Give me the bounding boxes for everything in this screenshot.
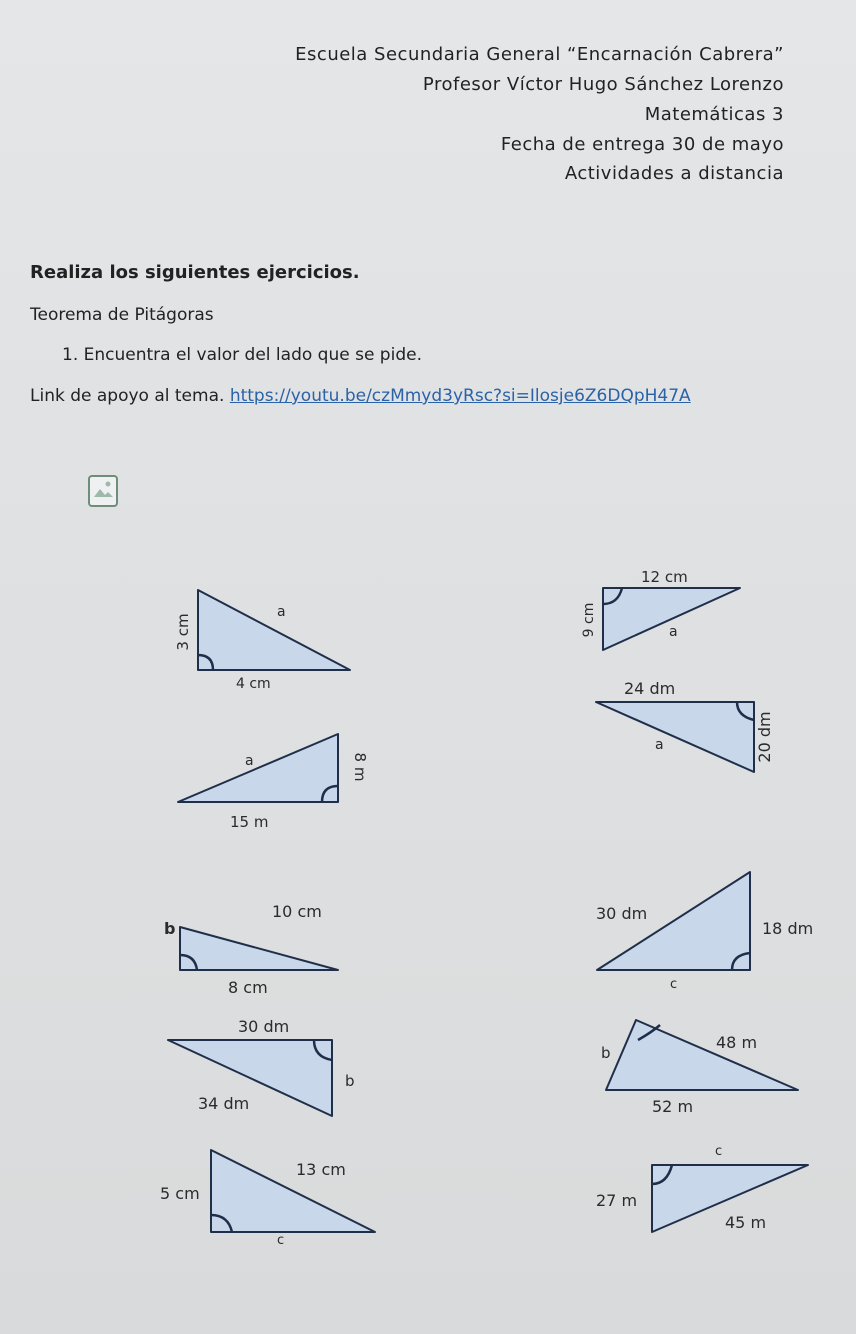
t7-hypotenuse: 34 dm <box>198 1094 250 1113</box>
t6-bottom: c <box>670 977 678 992</box>
t4-bottom: 15 m <box>230 813 269 831</box>
activity-title: Actividades a distancia <box>564 163 784 184</box>
instructions-heading: Realiza los siguientes ejercicios. <box>30 262 360 283</box>
t4-hypotenuse: a <box>245 753 254 769</box>
exercise-instruction: 1. Encuentra el valor del lado que se pide. <box>62 345 422 365</box>
triangle-2 <box>603 588 740 650</box>
t8-hypotenuse: 52 m <box>652 1097 694 1116</box>
t6-hypotenuse: 30 dm <box>596 904 648 923</box>
t7-right: b <box>345 1072 355 1090</box>
t8-top: 48 m <box>716 1033 758 1052</box>
t9-left: 5 cm <box>160 1184 200 1203</box>
triangle-5 <box>180 927 338 970</box>
triangle-4 <box>178 734 338 802</box>
t1-leg-vertical: 3 cm <box>174 613 192 651</box>
t6-right: 18 dm <box>762 919 814 938</box>
t2-hypotenuse: a <box>669 624 678 640</box>
triangle-3 <box>596 702 754 772</box>
t10-hypotenuse: 45 m <box>725 1213 767 1232</box>
t3-top: 24 dm <box>624 679 676 698</box>
triangle-7 <box>168 1040 332 1116</box>
triangle-8 <box>606 1020 798 1090</box>
triangle-9 <box>211 1150 375 1232</box>
t3-hypotenuse: a <box>655 737 664 753</box>
t5-bottom: 8 cm <box>228 978 268 997</box>
t8-left: b <box>601 1044 611 1062</box>
t10-left: 27 m <box>596 1191 638 1210</box>
teacher-name: Profesor Víctor Hugo Sánchez Lorenzo <box>422 74 784 95</box>
t7-top: 30 dm <box>238 1017 290 1036</box>
t9-bottom: c <box>277 1233 285 1248</box>
support-label: Link de apoyo al tema. <box>30 386 230 406</box>
t9-hypotenuse: 13 cm <box>296 1160 346 1179</box>
topic-title: Teorema de Pitágoras <box>30 305 214 325</box>
t5-hypotenuse: 10 cm <box>272 902 322 921</box>
t2-top: 12 cm <box>641 568 688 586</box>
t3-right: 20 dm <box>755 711 774 763</box>
school-name: Escuela Secundaria General “Encarnación Cabrera” <box>295 44 784 65</box>
t1-leg-horizontal: 4 cm <box>236 676 271 692</box>
due-date: Fecha de entrega 30 de mayo <box>500 134 784 155</box>
support-link[interactable]: https://youtu.be/czMmyd3yRsc?si=Ilosje6Z6DQpH47A <box>229 386 691 406</box>
t5-left: b <box>164 919 176 938</box>
t4-right: 8 m <box>351 752 369 782</box>
subject: Matemáticas 3 <box>644 104 784 125</box>
t1-hypotenuse: a <box>277 604 286 620</box>
triangle-1 <box>198 590 350 670</box>
t10-top: c <box>715 1144 723 1159</box>
t2-left: 9 cm <box>581 602 597 638</box>
